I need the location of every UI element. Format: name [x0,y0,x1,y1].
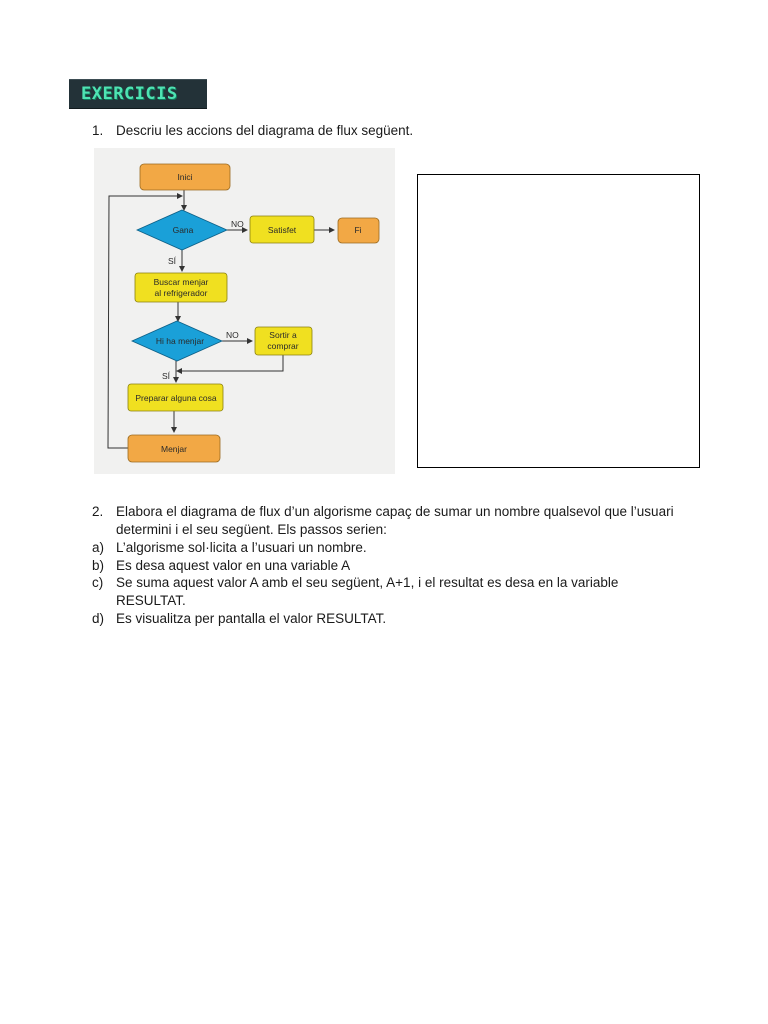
step-marker: d) [92,611,105,626]
si-label-2: SÍ [162,371,171,381]
buscar-label-2: al refrigerador [154,288,208,298]
no-label-2: NO [226,330,239,340]
hi-ha-menjar-label: Hi ha menjar [155,336,205,346]
step-text: L’algorisme sol·licita a l’usuari un nombre. [116,540,367,555]
answer-box [417,174,700,468]
step-text: Es visualitza per pantalla el valor RESULTAT. [116,611,387,626]
exercise2-text-line1: Elabora el diagrama de flux d’un algorisme capaç de sumar un nombre qualsevol que l’usuari [116,504,674,519]
step-marker: b) [92,558,105,573]
gana-label: Gana [172,225,194,235]
step-marker: c) [92,575,104,590]
exercise1-number: 1. [92,123,104,138]
sortir-label-1: Sortir a [269,330,297,340]
si-label-1: SÍ [168,256,177,266]
step-text-continued: RESULTAT. [116,593,186,608]
menjar-label: Menjar [161,444,187,454]
banner-text: EXERCICIS [81,84,178,104]
exercise1-text: Descriu les accions del diagrama de flux següent. [116,123,414,138]
step-text: Se suma aquest valor A amb el seu següent, A+1, i el resultat es desa en la variable [116,575,619,590]
preparar-label: Preparar alguna cosa [135,393,217,403]
no-label-1: NO [231,219,244,229]
exercicis-banner [69,79,207,109]
inici-label: Inici [177,172,193,182]
sortir-label-2: comprar [267,341,299,351]
satisfet-label: Satisfet [267,225,297,235]
flowchart-svg [94,148,395,474]
flowchart-figure [94,148,395,474]
exercise2-number: 2. [92,504,104,519]
step-marker: a) [92,540,105,555]
buscar-label-1: Buscar menjar [153,277,209,287]
step-text: Es desa aquest valor en una variable A [116,558,351,573]
exercise2-text-line2: determini i el seu següent. Els passos serien: [116,522,387,537]
fi-label: Fi [354,225,362,235]
